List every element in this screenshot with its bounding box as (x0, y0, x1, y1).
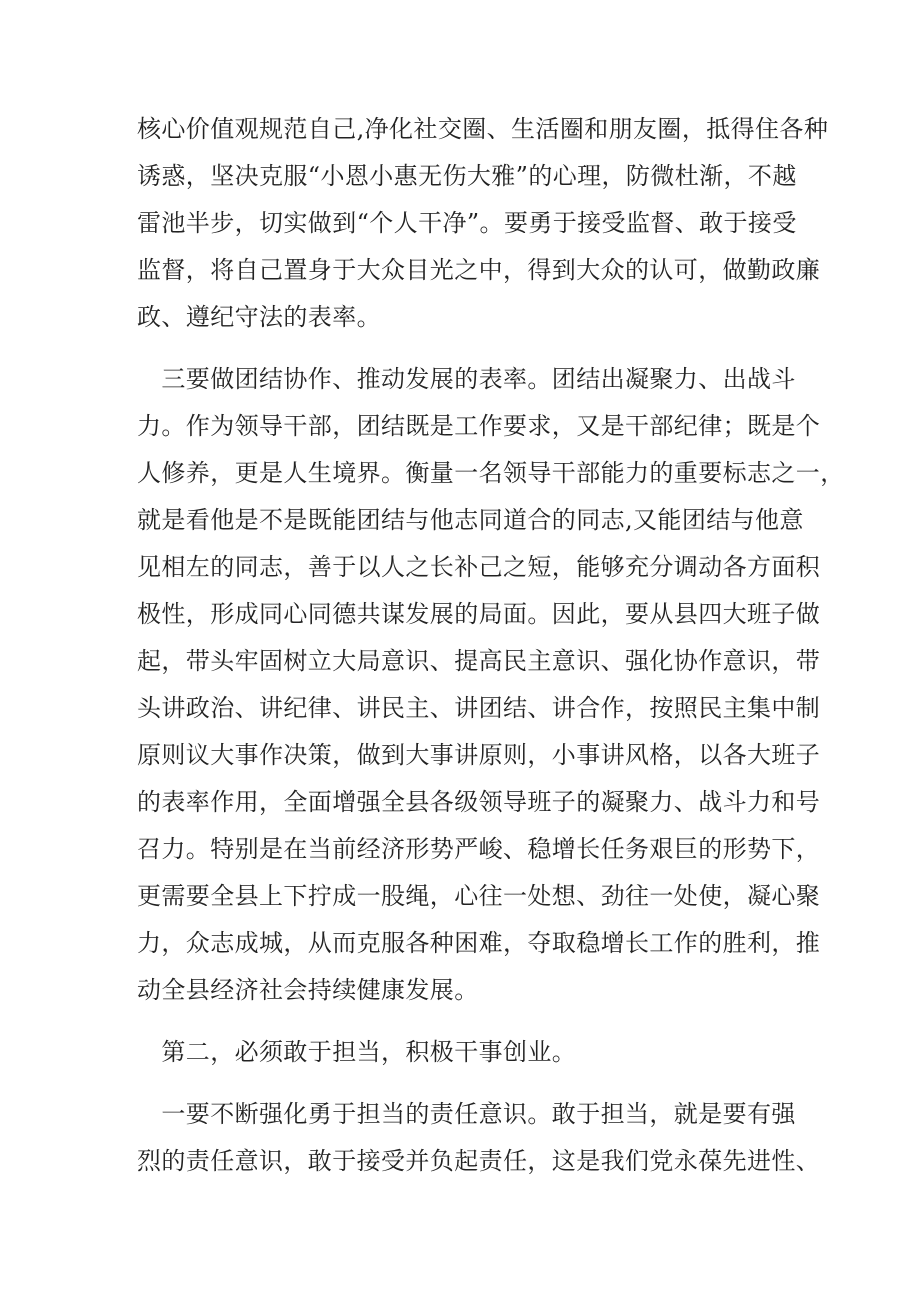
text-line: 诱惑，坚决克服“小恩小惠无伤大雅”的心理，防微杜渐，不越 (137, 162, 797, 190)
paragraph-2 (137, 356, 845, 1014)
text-line: 见相左的同志，善于以人之长补己之短，能够充分调动各方面积 (137, 553, 821, 581)
text-line: 核心价值观规范自己,净化社交圈、生活圈和朋友圈，抵得住各种 (137, 115, 829, 143)
text-line: 烈的责任意识，敢于接受并负起责任，这是我们党永葆先进性、 (137, 1147, 821, 1175)
paragraph-4 (137, 1091, 821, 1185)
text-line: 动全县经济社会持续健康发展。 (137, 976, 479, 1004)
text-line: 原则议大事作决策，做到大事讲原则，小事讲风格，以各大班子 (137, 741, 821, 769)
document-body (137, 106, 845, 1185)
text-line: 极性，形成同心同德共谋发展的局面。因此，要从县四大班子做 (137, 600, 821, 628)
text-line: 召力。特别是在当前经济形势严峻、稳增长任务艰巨的形势下， (137, 835, 821, 863)
text-line: 三要做团结协作、推动发展的表率。团结出凝聚力、出战斗 (137, 365, 796, 393)
paragraph-gap (137, 1014, 797, 1029)
text-line: 雷池半步，切实做到“个人干净”。要勇于接受监督、敢于接受 (137, 209, 797, 237)
paragraph-gap (137, 341, 797, 356)
text-line: 人修养，更是人生境界。衡量一名领导干部能力的重要标志之一， (137, 459, 845, 487)
text-line: 起，带头牢固树立大局意识、提高民主意识、强化协作意识，带 (137, 647, 821, 675)
text-line: 的表率作用，全面增强全县各级领导班子的凝聚力、战斗力和号 (137, 788, 821, 816)
text-line: 政、遵纪守法的表率。 (137, 303, 381, 331)
text-line: 力，众志成城，从而克服各种困难，夺取稳增长工作的胜利，推 (137, 929, 821, 957)
paragraph-gap (137, 1076, 797, 1091)
section-heading: 第二，必须敢于担当，积极干事创业。 (137, 1038, 577, 1066)
text-line: 头讲政治、讲纪律、讲民主、讲团结、讲合作，按照民主集中制 (137, 694, 821, 722)
paragraph-3 (137, 1029, 797, 1076)
text-line: 更需要全县上下拧成一股绳，心往一处想、劲往一处使，凝心聚 (137, 882, 821, 910)
text-line: 就是看他是不是既能团结与他志同道合的同志,又能团结与他意 (137, 506, 804, 534)
text-line: 力。作为领导干部，团结既是工作要求，又是干部纪律；既是个 (137, 412, 821, 440)
paragraph-1 (137, 106, 829, 341)
text-line: 一要不断强化勇于担当的责任意识。敢于担当，就是要有强 (137, 1100, 796, 1128)
text-line: 监督，将自己置身于大众目光之中，得到大众的认可，做勤政廉 (137, 256, 821, 284)
